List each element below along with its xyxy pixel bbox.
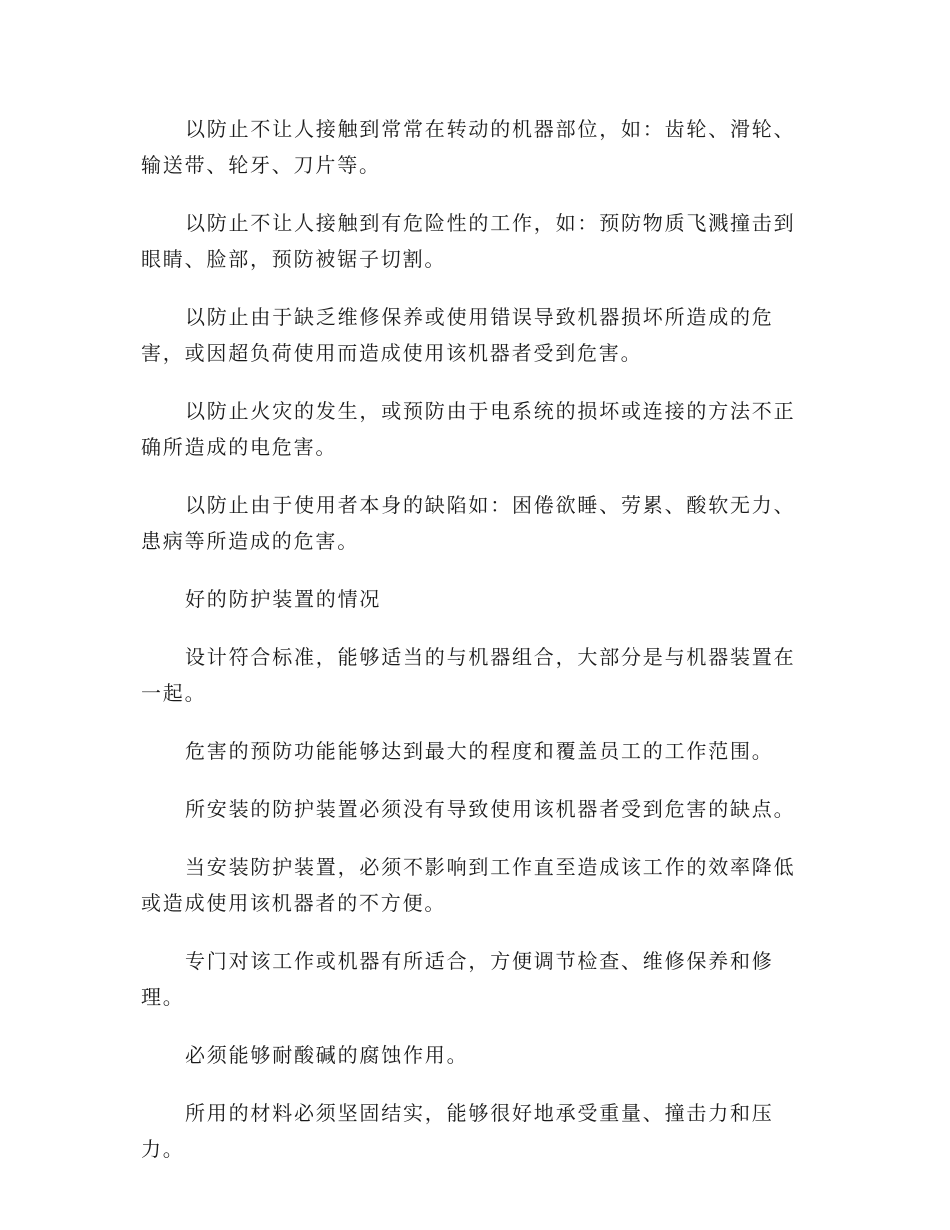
paragraph-suitability: 专门对该工作或机器有所适合，方便调节检查、维修保养和修理。 — [141, 949, 774, 1009]
paragraph-hazardous-work: 以防止不让人接触到有危险性的工作，如：预防物质飞溅撞击到眼睛、脸部，预防被锯子切割。 — [141, 211, 796, 271]
paragraph-corrosion: 必须能够耐酸碱的腐蚀作用。 — [185, 1043, 469, 1067]
paragraph-no-defects: 所安装的防护装置必须没有导致使用该机器者受到危害的缺点。 — [185, 797, 796, 821]
paragraph-moving-parts: 以防止不让人接触到常常在转动的机器部位，如：齿轮、滑轮、输送带、轮牙、刀片等。 — [141, 117, 796, 177]
paragraph-user-condition: 以防止由于使用者本身的缺陷如：困倦欲睡、劳累、酸软无力、患病等所造成的危害。 — [141, 493, 796, 553]
document-body — [141, 111, 801, 1189]
paragraph-maintenance: 以防止由于缺乏维修保养或使用错误导致机器损坏所造成的危害，或因超负荷使用而造成使用该机器者受到危害。 — [141, 305, 774, 365]
paragraph-prevention-scope: 危害的预防功能能够达到最大的程度和覆盖员工的工作范围。 — [185, 739, 774, 763]
section-heading: 好的防护装置的情况 — [185, 587, 382, 611]
paragraph-no-hindrance: 当安装防护装置，必须不影响到工作直至造成该工作的效率降低或造成使用该机器者的不方便。 — [141, 855, 796, 915]
paragraph-design-standard: 设计符合标准，能够适当的与机器组合，大部分是与机器装置在一起。 — [141, 645, 796, 705]
paragraph-fire-electrical: 以防止火灾的发生，或预防由于电系统的损坏或连接的方法不正确所造成的电危害。 — [141, 399, 796, 459]
paragraph-materials: 所用的材料必须坚固结实，能够很好地承受重量、撞击力和压力。 — [141, 1101, 774, 1161]
